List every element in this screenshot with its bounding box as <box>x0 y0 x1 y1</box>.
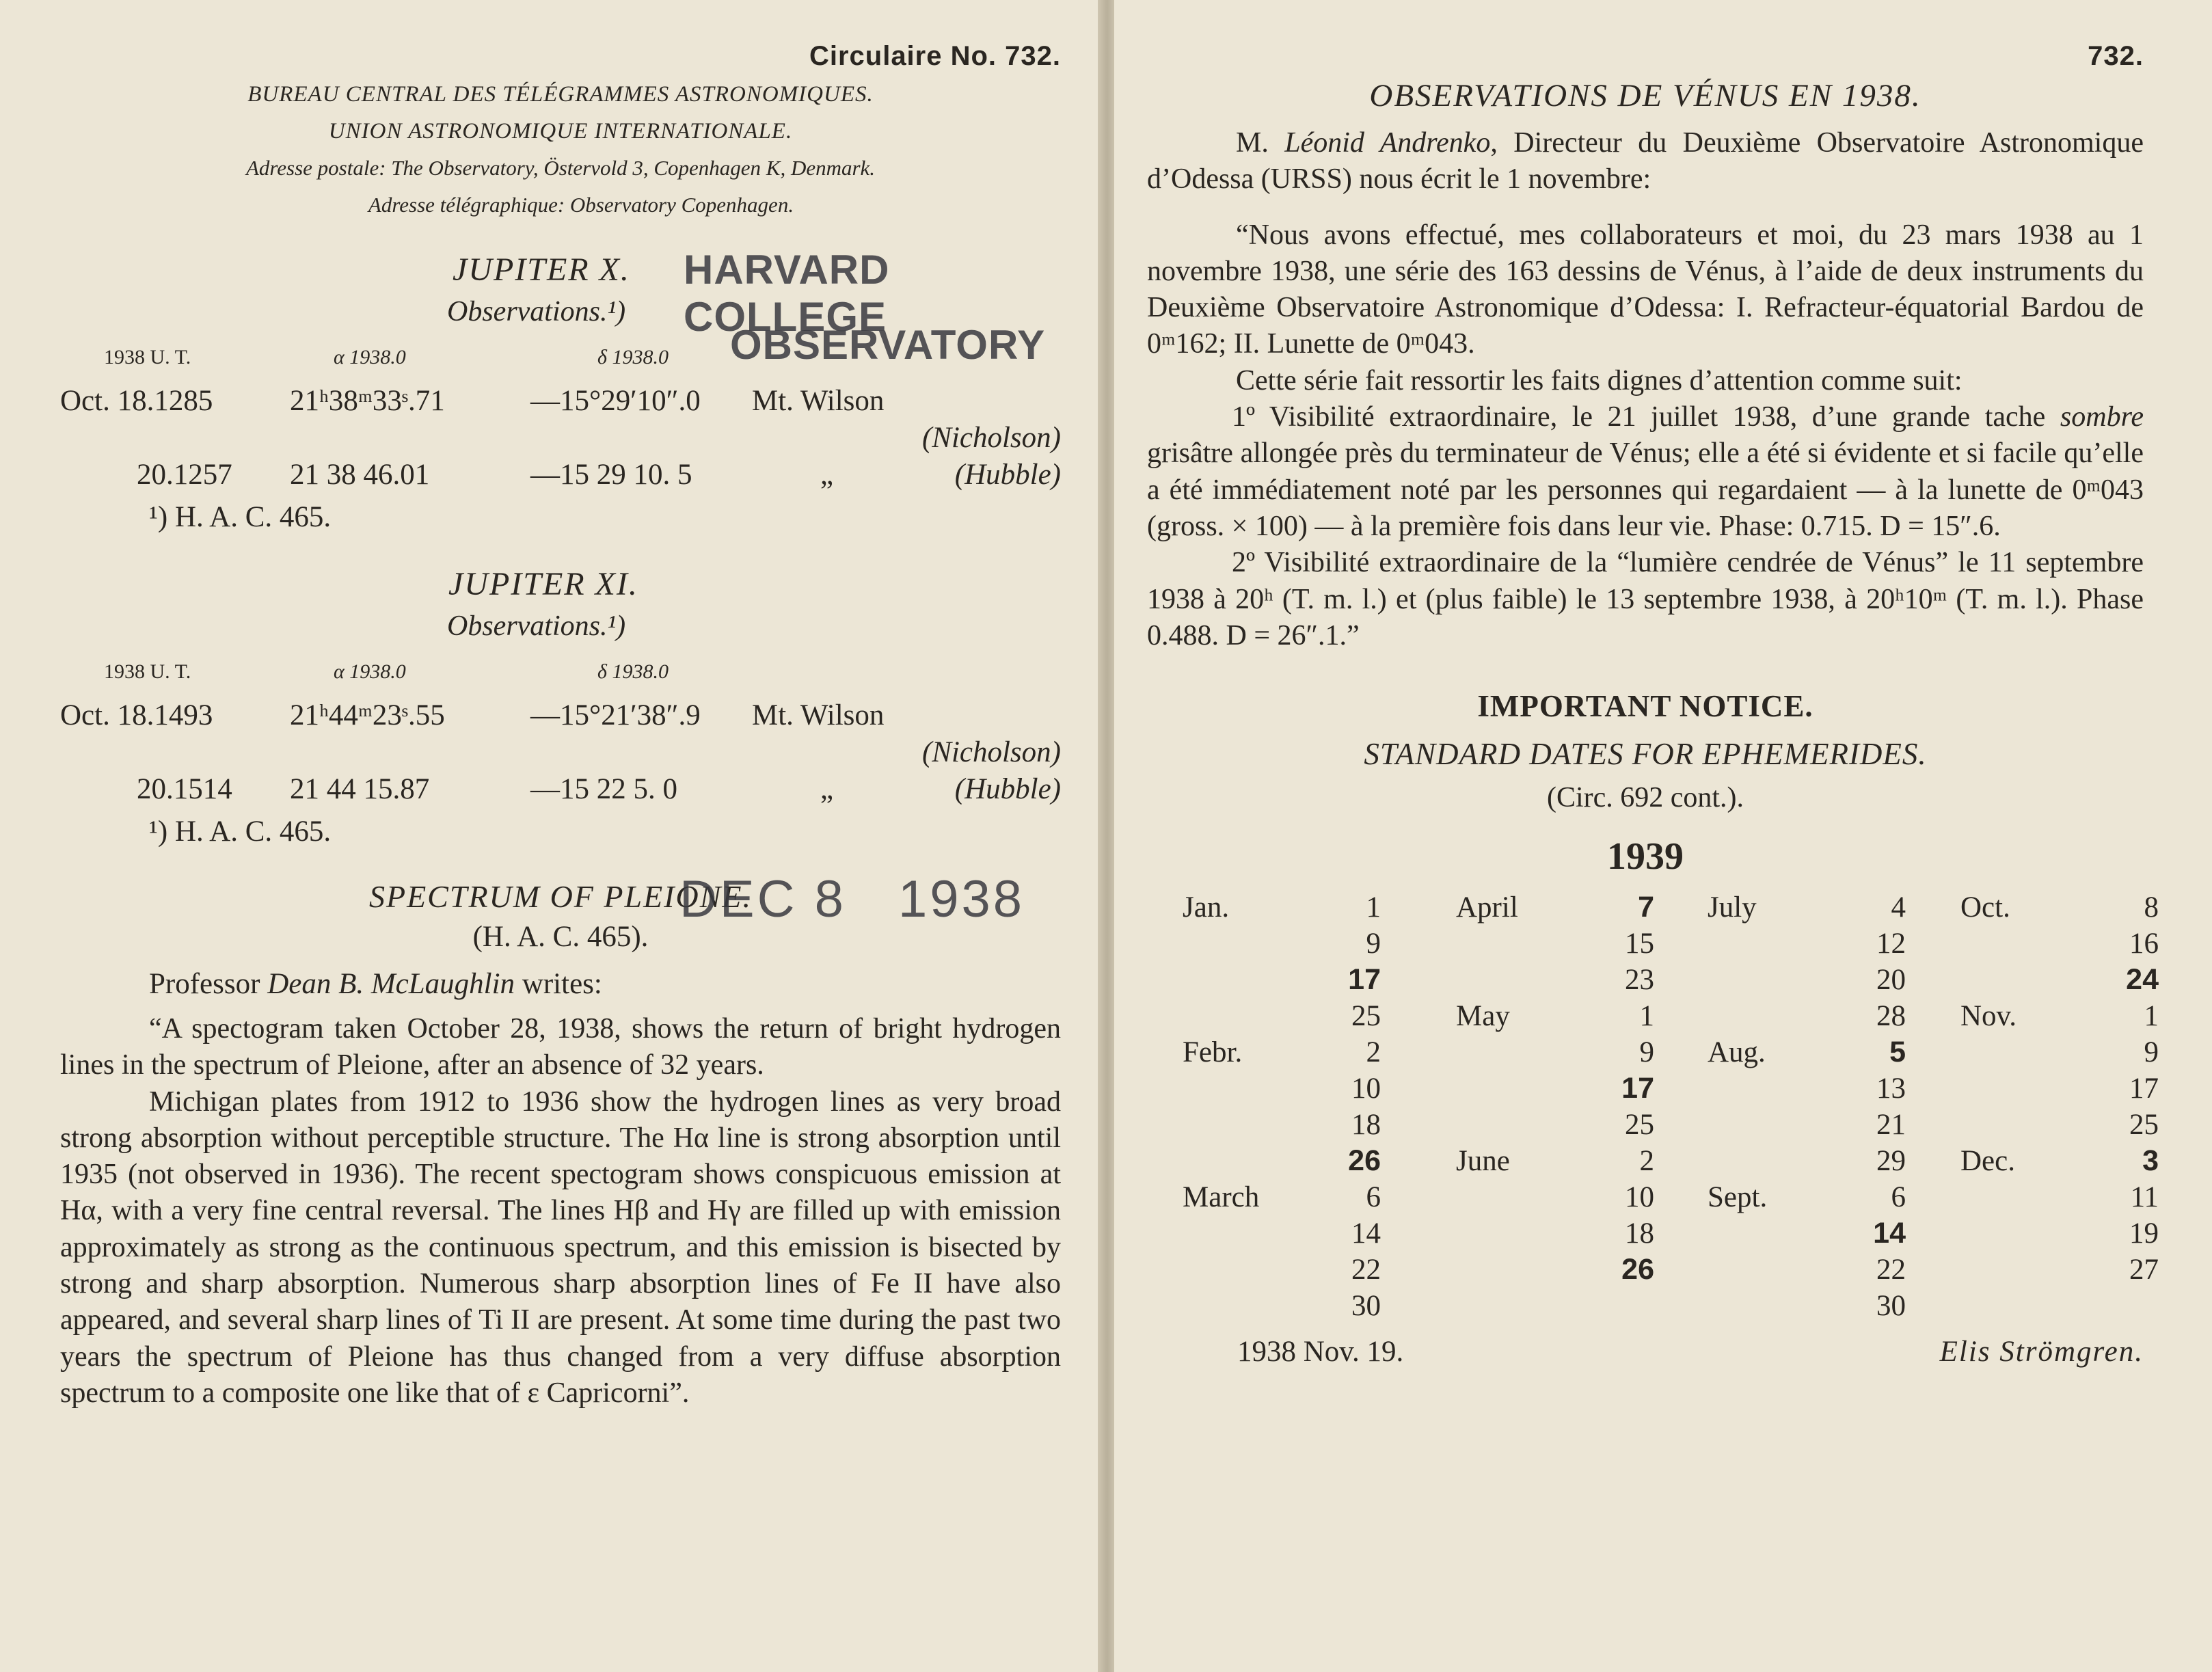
calendar-day: 20 <box>1876 964 1906 997</box>
calendar-column <box>1456 891 1654 1289</box>
calendar-day: 10 <box>1351 1073 1381 1105</box>
list-item <box>1708 891 1906 927</box>
table-row <box>60 736 1061 772</box>
jupiter-xi-table <box>60 699 1061 809</box>
calendar-day: 29 <box>1876 1145 1906 1178</box>
list-item <box>1456 927 1654 963</box>
calendar-day: 1 <box>1639 1000 1654 1033</box>
pleione-section <box>60 878 1061 1412</box>
calendar-month: Sept. <box>1708 1181 1768 1214</box>
calendar-month: Jan. <box>1183 891 1230 924</box>
notice-reference: (Circ. 692 cont.). <box>1546 782 1744 814</box>
calendar-day: 18 <box>1625 1217 1654 1250</box>
venus-paragraph-4: 2º Visibilité extraordinaire de la “lumière cendrée de Vénus” le 11 septembre 1938 à 20ʰ (T. m. l.) et (plus faible) le 13 septembre 1938, à 20ʰ10ᵐ (T. m. l.). Phase 0.488. D = 26″.1.” <box>1147 547 2144 651</box>
calendar-day: 17 <box>2129 1073 2159 1105</box>
pleione-title: SPECTRUM OF PLEIONE. <box>368 879 752 914</box>
author-name: Léonid Andrenko <box>1284 127 1491 159</box>
list-item <box>1708 1217 1906 1253</box>
col-dec-header: δ 1938.0 <box>597 660 669 683</box>
harvard-stamp-line1: HARVARD COLLEGE <box>684 247 890 340</box>
calendar-day: 16 <box>2129 928 2159 960</box>
bureau-name: BUREAU CENTRAL DES TÉLÉGRAMMES ASTRONOMIQUES. <box>247 82 874 107</box>
calendar-month: June <box>1456 1145 1510 1178</box>
obs-declination: —15°21′38″.9 <box>530 699 701 731</box>
list-item <box>1708 1144 1906 1181</box>
table-row <box>60 458 1061 495</box>
obs-declination: —15 29 10. 5 <box>530 459 692 491</box>
venus-paragraph-3: 1º Visibilité extraordinaire, le 21 juillet 1938, d’une grande tache sombre grisâtre allongée près du terminateur de Vénus; elle a été si évidente et si facile qu’elle a été immédiatement noté par les personnes qui regardaient — à la lunette de 0ᵐ043 (gross. × 100) — à la première fois dans leur vie. Phase: 0.715. D = 15″.6. <box>1147 401 2144 542</box>
list-item <box>1708 1036 1906 1072</box>
obs-observer: (Nicholson) <box>921 736 1061 768</box>
calendar-day: 5 <box>1889 1036 1906 1069</box>
calendar-day: 27 <box>2129 1254 2159 1286</box>
venus-paragraph-2: Cette série fait ressortir les faits dignes d’attention comme suit: <box>1236 364 1963 396</box>
obs-declination: —15°29′10″.0 <box>530 385 701 417</box>
calendar-day: 3 <box>2142 1144 2159 1178</box>
obs-right-ascension: 21ʰ38ᵐ33ˢ.71 <box>290 385 445 417</box>
venus-paragraph-1: “Nous avons effectué, mes collaborateurs et moi, du 23 mars 1938 au 1 novembre 1938, une série des 163 dessins de Vénus, à l’aide de deux instruments du Deuxième Observatoire Astronomique d’Odessa: I. Refracteur-équatorial Bardou de 0ᵐ162; II. Lunette de 0ᵐ043. <box>1147 219 2144 360</box>
list-item <box>1960 1217 2159 1253</box>
list-item <box>1960 891 2159 927</box>
list-item <box>1183 927 1381 963</box>
list-item <box>1456 1181 1654 1217</box>
circular-heading: Circulaire No. 732. <box>809 41 1061 71</box>
list-item <box>1456 1108 1654 1144</box>
table-row <box>60 384 1061 421</box>
calendar-month: Febr. <box>1183 1036 1243 1069</box>
list-item <box>1183 1217 1381 1253</box>
list-item <box>1960 999 2159 1036</box>
page-number: 732. <box>2088 41 2144 71</box>
obs-date: 20.1514 <box>137 773 232 805</box>
jupiter-xi-section <box>60 565 1061 848</box>
list-item <box>1708 963 1906 999</box>
list-item <box>1708 1181 1906 1217</box>
calendar-day: 17 <box>1621 1072 1654 1105</box>
notice-title: IMPORTANT NOTICE. <box>1477 689 1813 724</box>
table-row <box>60 421 1061 458</box>
received-date-stamp-day: DEC 8 <box>679 870 846 928</box>
list-item <box>1960 1072 2159 1108</box>
calendar-day: 28 <box>1876 1000 1906 1033</box>
col-date-header: 1938 U. T. <box>104 660 191 683</box>
calendar-day: 25 <box>1351 1000 1381 1033</box>
calendar-month: Oct. <box>1960 891 2010 924</box>
table-row <box>60 772 1061 809</box>
list-item <box>1960 927 2159 963</box>
obs-right-ascension: 21 44 15.87 <box>290 773 430 805</box>
list-item <box>1183 1036 1381 1072</box>
list-item <box>1183 1144 1381 1181</box>
calendar-day: 11 <box>2130 1181 2159 1214</box>
received-date-stamp-year: 1938 <box>898 870 1025 928</box>
jupiter-x-title: JUPITER X. <box>453 252 630 288</box>
calendar-day: 6 <box>1366 1181 1381 1214</box>
calendar-day: 4 <box>1891 891 1906 924</box>
table-row <box>60 699 1061 736</box>
calendar-month: March <box>1183 1181 1260 1214</box>
list-item <box>1183 1289 1381 1325</box>
pleione-reference: (H. A. C. 465). <box>472 921 649 953</box>
obs-right-ascension: 21 38 46.01 <box>290 459 430 491</box>
col-ra-header: α 1938.0 <box>334 346 406 368</box>
right-page <box>1114 0 2212 1672</box>
jupiter-xi-footnote: ¹) H. A. C. 465. <box>149 815 332 848</box>
calendar-day: 25 <box>1625 1109 1654 1142</box>
jupiter-xi-subtitle: Observations.¹) <box>447 610 626 642</box>
obs-observer: (Hubble) <box>954 459 1061 491</box>
venus-title: OBSERVATIONS DE VÉNUS EN 1938. <box>1369 78 1921 113</box>
list-item <box>1183 1072 1381 1108</box>
calendar-month: Dec. <box>1960 1145 2015 1178</box>
calendar-day: 22 <box>1351 1254 1381 1286</box>
calendar-day: 30 <box>1876 1290 1906 1323</box>
list-item <box>1708 999 1906 1036</box>
obs-observer: (Nicholson) <box>921 422 1061 454</box>
pleione-paragraph-1: “A spectogram taken October 28, 1938, shows the return of bright hydrogen lines in the spectrum of Pleione, after an absence of 32 years. <box>60 1013 1061 1081</box>
col-date-header: 1938 U. T. <box>104 346 191 368</box>
pleione-paragraph-2: Michigan plates from 1912 to 1936 show the hydrogen lines as very broad strong absorption without perceptible structure. The Hα line is strong absorption until 1935 (not observed in 1936). The recent spectogram shows conspicuous emission at Hα, with a very fine central reversal. The lines Hβ and Hγ are filled up with emission approximately as strong as the continuous spectrum, and this emission is bisected by strong and sharp absorption. Numerous sharp absorption lines of Fe II have also appeared, and several sharp lines of Ti II are present. At some time during the past two years the spectrum of Pleione has thus changed from a very diffuse absorption spectrum to a composite one like that of ε Capricorni”. <box>60 1086 1061 1409</box>
list-item <box>1960 963 2159 999</box>
calendar-column <box>1183 891 1381 1325</box>
list-item <box>1960 1108 2159 1144</box>
calendar-year: 1939 <box>1607 835 1684 878</box>
list-item <box>1183 999 1381 1036</box>
calendar-day: 18 <box>1351 1109 1381 1142</box>
calendar-day: 24 <box>2126 963 2159 997</box>
obs-observatory: Mt. Wilson <box>752 385 885 417</box>
author-name: Dean B. McLaughlin <box>267 968 515 1000</box>
list-item <box>1960 1036 2159 1072</box>
notice-subtitle: STANDARD DATES FOR EPHEMERIDES. <box>1364 737 1927 772</box>
list-item <box>1456 1253 1654 1289</box>
calendar-day: 8 <box>2144 891 2159 924</box>
calendar-day: 1 <box>1366 891 1381 924</box>
list-item <box>1708 927 1906 963</box>
calendar-month: Nov. <box>1960 1000 2017 1033</box>
calendar-column <box>1960 891 2159 1289</box>
list-item <box>1456 963 1654 999</box>
list-item <box>1708 1072 1906 1108</box>
list-item <box>1183 1253 1381 1289</box>
venus-intro: M. Léonid Andrenko, Directeur du Deuxième Observatoire Astronomique d’Odessa (URSS) nous écrit le 1 novembre: <box>1147 127 2144 195</box>
obs-date: Oct. 18.1285 <box>60 385 213 417</box>
list-item <box>1183 1108 1381 1144</box>
calendar-day: 23 <box>1625 964 1654 997</box>
calendar-month: April <box>1456 891 1518 924</box>
list-item <box>1960 1144 2159 1181</box>
calendar-month: July <box>1708 891 1757 924</box>
harvard-stamp-line2: OBSERVATORY <box>730 322 1046 368</box>
left-page <box>0 0 1102 1672</box>
list-item <box>1183 891 1381 927</box>
obs-date: Oct. 18.1493 <box>60 699 213 731</box>
pleione-intro: Professor Dean B. McLaughlin writes: <box>149 968 602 1000</box>
calendar-month: Aug. <box>1708 1036 1766 1069</box>
jupiter-x-subtitle: Observations.¹) <box>447 296 626 327</box>
calendar-day: 30 <box>1351 1290 1381 1323</box>
calendar-day: 26 <box>1621 1253 1654 1286</box>
col-dec-header: δ 1938.0 <box>597 346 669 368</box>
list-item <box>1456 891 1654 927</box>
calendar-day: 10 <box>1625 1181 1654 1214</box>
jupiter-xi-column-headers <box>60 660 1061 699</box>
telegraphic-address: Adresse télégraphique: Observatory Copenhagen. <box>368 193 794 217</box>
list-item <box>1183 1181 1381 1217</box>
list-item <box>1708 1108 1906 1144</box>
obs-observatory: „ <box>820 459 834 491</box>
calendar-day: 9 <box>1639 1036 1654 1069</box>
list-item <box>1708 1289 1906 1325</box>
footer-signature: Elis Strömgren. <box>1939 1336 2144 1368</box>
calendar-day: 1 <box>2144 1000 2159 1033</box>
calendar-day: 7 <box>1638 891 1654 924</box>
calendar-day: 17 <box>1348 963 1381 997</box>
obs-observer: (Hubble) <box>954 773 1061 805</box>
col-ra-header: α 1938.0 <box>334 660 406 683</box>
postal-address: Adresse postale: The Observatory, Östervold 3, Copenhagen K, Denmark. <box>245 156 876 180</box>
calendar-day: 2 <box>1366 1036 1381 1069</box>
calendar-day: 19 <box>2129 1217 2159 1250</box>
list-item <box>1960 1253 2159 1289</box>
obs-declination: —15 22 5. 0 <box>530 773 677 805</box>
calendar-day: 21 <box>1876 1109 1906 1142</box>
calendar-day: 6 <box>1891 1181 1906 1214</box>
calendar-day: 14 <box>1351 1217 1381 1250</box>
jupiter-x-table <box>60 384 1061 495</box>
calendar-day: 25 <box>2129 1109 2159 1142</box>
calendar-column <box>1708 891 1906 1325</box>
obs-observatory: „ <box>820 773 834 805</box>
list-item <box>1183 963 1381 999</box>
list-item <box>1456 1144 1654 1181</box>
union-name: UNION ASTRONOMIQUE INTERNATIONALE. <box>328 119 793 144</box>
calendar-day: 12 <box>1876 928 1906 960</box>
calendar-day: 22 <box>1876 1254 1906 1286</box>
list-item <box>1456 1072 1654 1108</box>
jupiter-x-footnote: ¹) H. A. C. 465. <box>149 501 332 533</box>
obs-date: 20.1257 <box>137 459 232 491</box>
list-item <box>1456 1036 1654 1072</box>
obs-observatory: Mt. Wilson <box>752 699 885 731</box>
calendar-day: 9 <box>2144 1036 2159 1069</box>
obs-right-ascension: 21ʰ44ᵐ23ˢ.55 <box>290 699 445 731</box>
signature-line <box>1147 1335 2144 1376</box>
calendar-day: 2 <box>1639 1145 1654 1178</box>
calendar-day: 15 <box>1625 928 1654 960</box>
calendar-day: 14 <box>1873 1217 1906 1250</box>
calendar-month: May <box>1456 1000 1510 1033</box>
calendar-day: 13 <box>1876 1073 1906 1105</box>
calendar-day: 26 <box>1348 1144 1381 1178</box>
list-item <box>1456 1217 1654 1253</box>
calendar-day: 9 <box>1366 928 1381 960</box>
footer-date: 1938 Nov. 19. <box>1237 1336 1404 1368</box>
jupiter-xi-title: JUPITER XI. <box>448 566 638 602</box>
list-item <box>1456 999 1654 1036</box>
ephemeris-dates-calendar <box>1147 891 2159 1328</box>
list-item <box>1708 1253 1906 1289</box>
list-item <box>1960 1181 2159 1217</box>
